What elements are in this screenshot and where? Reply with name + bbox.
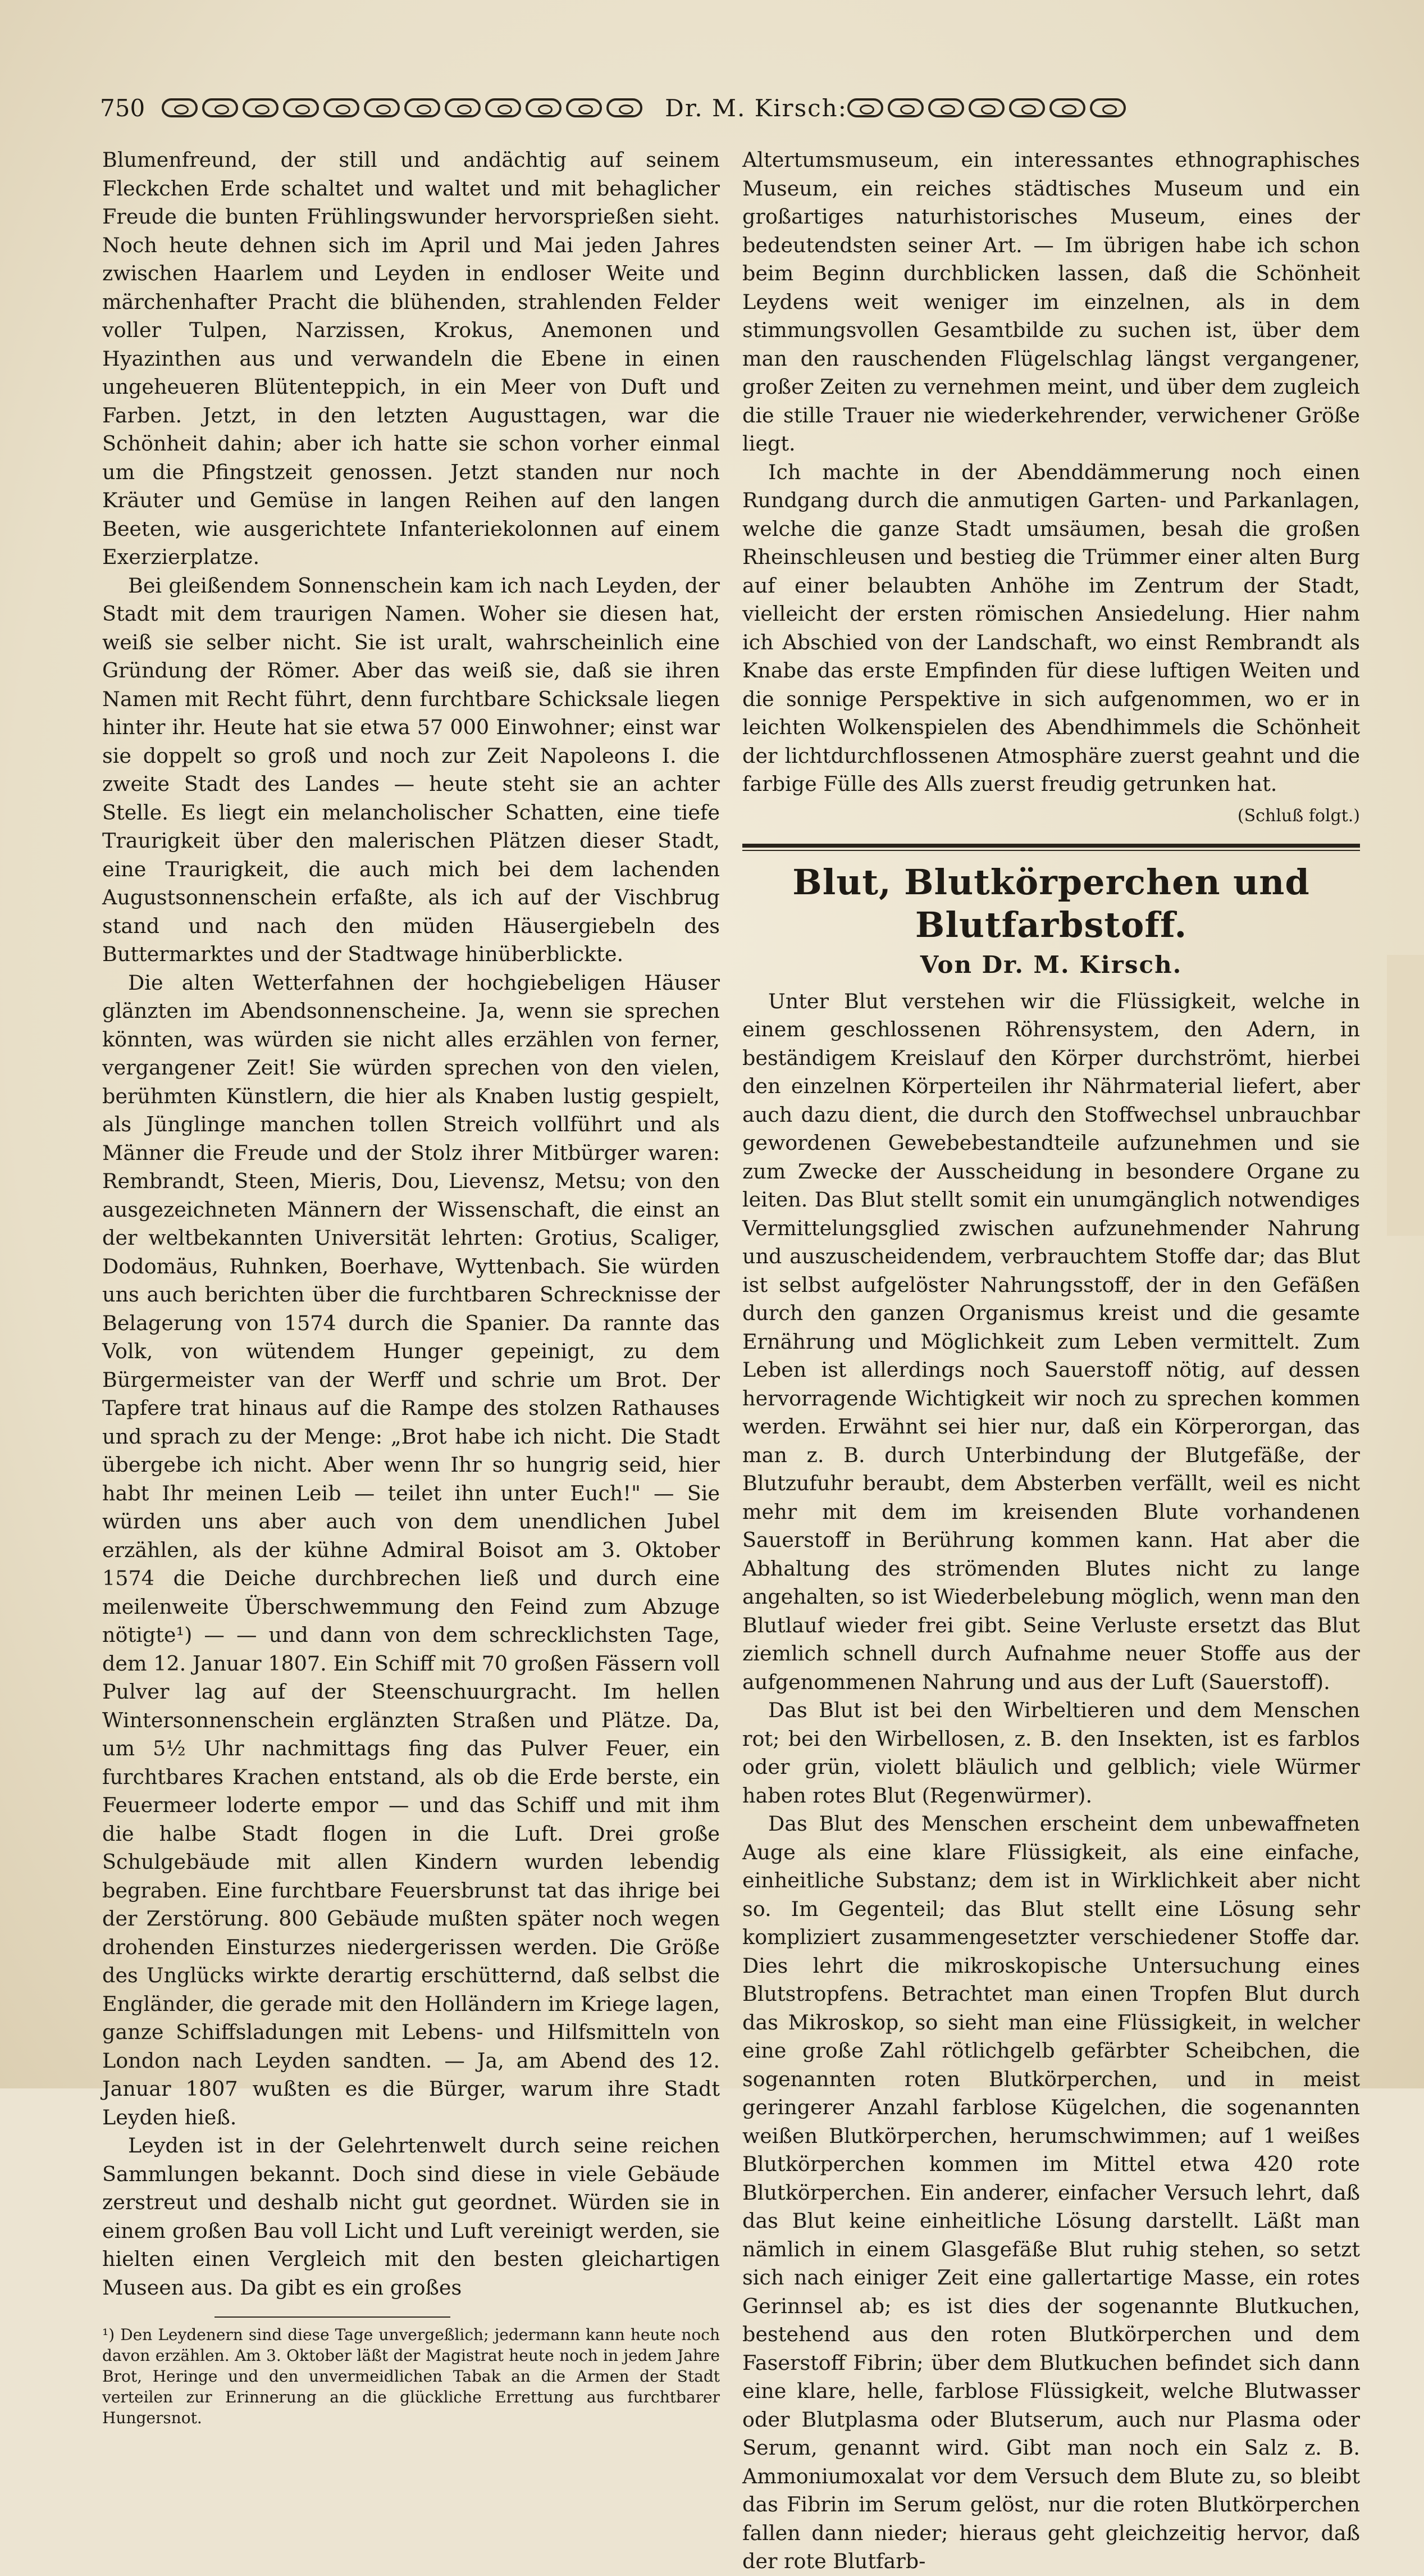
right-column <box>742 146 1360 2576</box>
torn-edge <box>1387 955 1424 1236</box>
signoff: (Schluß folgt.) <box>1237 805 1360 826</box>
ornament-icon <box>1090 98 1126 117</box>
ornament-icon <box>847 98 883 117</box>
ornament-icon <box>928 98 964 117</box>
article-title: Blut, Blutkörperchen und Blutfarbstoff. <box>792 862 1310 945</box>
page-number: 750 <box>100 94 145 122</box>
ornament-icon <box>1009 98 1045 117</box>
paragraph: Bei gleißendem Sonnenschein kam ich nach Leyden, der Stadt mit dem traurigen Namen. Woher sie diesen hat, weiß sie selber nicht. Sie ist uralt, wahrscheinlich eine Gründung der Römer. Aber das weiß sie, daß sie ihren Namen mit Recht führt, denn furchtbare Schicksale liegen hinter ihr. Heute hat sie etwa 57 000 Einwohner; einst war sie doppelt so groß und noch zur Zeit Napoleons I. die zweite Stadt des Landes — heute steht sie an achter Stelle. Es liegt ein melancholischer Schatten, eine tiefe Traurigkeit über den malerischen Plätzen dieser Stadt, eine Traurigkeit, die auch mich bei dem lachenden Augustsonnenschein erfaßte, als ich auf der Vischbrug stand und nach den müden Häusergiebeln des Buttermarktes und der Stadtwage hinüberblickte. <box>102 573 720 966</box>
ornament-icon <box>969 98 1005 117</box>
ornament-icon <box>566 98 602 117</box>
running-head: Dr. M. Kirsch: <box>665 94 847 122</box>
paragraph: Altertumsmuseum, ein interessantes ethnographisches Museum, ein reiches städtisches Museum und ein großartiges naturhistorisches Museum, eines der bedeutendsten seiner Art. — Im übrigen habe ich schon beim Beginn durchblicken lassen, daß die Schönheit Leydens weit weniger im einzelnen, als in dem stimmungsvollen Gesamtbilde zu suchen ist, über dem man den rauschenden Flügelschlag längst vergangener, großer Zeiten zu vernehmen meint, und über dem zugleich die stille Trauer nie wiederkehrender, verwichener Größe liegt. <box>742 148 1360 456</box>
paragraph: Das Blut des Menschen erscheint dem unbewaffneten Auge als eine klare Flüssigkeit, als eine einfache, einheitliche Substanz; dem ist in Wirklichkeit aber nicht so. Im Gegenteil; das Blut stellt eine Lösung sehr kompliziert zusammengesetzter verschiedener Stoffe dar. Dies lehrt die mikroskopische Untersuchung eines Blutstropfens. Betrachtet man einen Tropfen Blut durch das Mikroskop, so sieht man eine Flüssigkeit, in welcher eine große Zahl rötlichgelb gefärbter Scheibchen, die sogenannten roten Blutkörperchen, und in meist geringerer Anzahl farblose Kügelchen, die sogenannten weißen Blutkörperchen, herumschwimmen; auf 1 weißes Blutkörperchen kommen im Mittel etwa 420 rote Blutkörperchen. Ein anderer, einfacher Versuch lehrt, daß das Blut keine einheitliche Lösung darstellt. Läßt man nämlich in einem Glasgefäße Blut ruhig stehen, so setzt sich nach einiger Zeit eine gallertartige Masse, ein rotes Gerinnsel ab; es ist dies der sogenannte Blutkuchen, bestehend aus den roten Blutkörperchen und dem Faserstoff Fibrin; über dem Blutkuchen befindet sich dann eine klare, helle, farblose Flüssigkeit, welche Blutwasser oder Blutplasma oder Blutserum, auch nur Plasma oder Serum, genannt wird. Gibt man noch ein Salz z. B. Ammoniumoxalat vor dem Versuch dem Blute zu, so bleibt das Fibrin im Serum gelöst, nur die roten Blutkörperchen fallen dann nieder; hieraus geht gleichzeitig hervor, daß der rote Blutfarb- <box>742 1812 1360 2573</box>
ornament-icon <box>526 98 562 117</box>
page-header <box>100 91 1363 125</box>
section-divider <box>742 850 1360 851</box>
ornament-icon <box>1049 98 1085 117</box>
ornament-icon <box>485 98 521 117</box>
paragraph: Ich machte in der Abenddämmerung noch einen Rundgang durch die anmutigen Garten- und Parkanlagen, welche die ganze Stadt umsäumen, besah die großen Rheinschleusen und bestieg die Trümmer einer alten Burg auf einer belaubten Anhöhe im Zentrum der Stadt, vielleicht der ersten römischen Ansiedelung. Hier nahm ich Abschied von der Landschaft, wo einst Rembrandt als Knabe das erste Empfinden für diese luftigen Weiten und die sonnige Perspektive in sich aufgenommen, wo er in leichten Wolkenspielen des Abendhimmels die Schönheit der lichtdurchflossenen Atmosphäre zuerst geahnt und die farbige Fülle des Alls zuerst freudig getrunken hat. <box>742 459 1360 796</box>
ornament-icon <box>404 98 440 117</box>
ornament-icon <box>888 98 924 117</box>
ornament-icon <box>202 98 238 117</box>
ornament-band <box>162 98 642 117</box>
paragraph: Leyden ist in der Gelehrtenwelt durch seine reichen Sammlungen bekannt. Doch sind diese in viele Gebäude zerstreut und deshalb nicht gut geordnet. Würden sie in einem großen Bau voll Licht und Luft vereinigt werden, sie hielten einen Vergleich mit den besten gleichartigen Museen aus. Da gibt es ein großes <box>102 2133 720 2300</box>
section-divider <box>742 844 1360 848</box>
footnote-rule <box>214 2316 450 2318</box>
byline: Von Dr. M. Kirsch. <box>920 951 1183 978</box>
paragraph: Die alten Wetterfahnen der hochgiebeligen Häuser glänzten im Abendsonnenscheine. Ja, wenn sie sprechen könnten, was würden sie nicht alles erzählen von ferner, vergangener Zeit! Sie würden sprechen von den vielen, berühmten Künstlern, die hier als Knaben lustig gespielt, als Jünglinge manchen tollen Streich vollführt und als Männer die Freude und der Stolz ihrer Mitbürger waren: Rembrandt, Steen, Mieris, Dou, Lievensz, Metsu; von den ausgezeichneten Männern der Wissenschaft, die einst an der weltbekannten Universität lehrten: Grotius, Scaliger, Dodomäus, Ruhnken, Boerhave, Wyttenbach. Sie würden uns auch berichten über die furchtbaren Schrecknisse der Belagerung von 1574 durch die Spanier. Da rannte das Volk, von wütendem Hunger gepeinigt, zu dem Bürgermeister van der Werff und schrie um Brot. Der Tapfere trat hinaus auf die Rampe des stolzen Rathauses und sprach zu der Menge: „Brot habe ich nicht. Die Stadt übergebe ich nicht. Aber wenn Ihr so hungrig seid, hier habt Ihr meinen Leib — teilet ihn unter Euch!" — Sie würden uns aber auch von dem unendlichen Jubel erzählen, als der kühne Admiral Boisot am 3. Oktober 1574 die Deiche durchbrechen ließ und durch eine meilenweite Überschwemmung den Feind zum Abzuge nötigte¹) — — und dann von dem schrecklichsten Tage, dem 12. Januar 1807. Ein Schiff mit 70 großen Fässern voll Pulver lag auf der Steenschuurgracht. Im hellen Wintersonnenschein erglänzten Straßen und Plätze. Da, um 5½ Uhr nachmittags fing das Pulver Feuer, ein furchtbares Krachen entstand, als ob die Erde berste, ein Feuermeer loderte empor — und das Schiff und mit ihm die halbe Stadt flogen in die Luft. Drei große Schulgebäude mit allen Kindern wurden lebendig begraben. Eine furchtbare Feuersbrunst tat das ihrige bei der Zerstörung. 800 Gebäude mußten später noch wegen drohenden Einsturzes niedergerissen werden. Die Größe des Unglücks wirkte derartig erschütternd, daß selbst die Engländer, die gerade mit den Holländern im Kriege lagen, ganze Schiffsladungen mit Lebens- und Hilfsmitteln von London nach Leyden sandten. — Ja, am Abend des 12. Januar 1807 wußten es die Bürger, warum ihre Stadt Leyden hieß. <box>102 970 720 2129</box>
ornament-icon <box>283 98 319 117</box>
ornament-icon <box>445 98 481 117</box>
ornament-band <box>847 98 1126 117</box>
footnote: ¹) Den Leydenern sind diese Tage unvergeßlich; jedermann kann heute noch davon erzählen. Am 3. Oktober läßt der Magistrat heute noch in jedem Jahre Brot, Heringe und den unvermeidlichen Tabak an die Armen der Stadt verteilen zur Erinnerung an die glückliche Errettung aus furchtbarer Hungersnot. <box>102 2325 720 2427</box>
ornament-icon <box>364 98 400 117</box>
paragraph: Blumenfreund, der still und andächtig auf seinem Fleckchen Erde schaltet und waltet und mit behaglicher Freude die bunten Frühlingswunder hervorsprießen sieht. Noch heute dehnen sich im April und Mai jeden Jahres zwischen Haarlem und Leyden in endloser Weite und märchenhafter Pracht die blühenden, strahlenden Felder voller Tulpen, Narzissen, Krokus, Anemonen und Hyazinthen aus und verwandeln die Ebene in einen ungeheueren Blütenteppich, in ein Meer von Duft und Farben. Jetzt, in den letzten Augusttagen, war die Schönheit dahin; aber ich hatte sie schon vorher einmal um die Pfingstzeit genossen. Jetzt standen nur noch Kräuter und Gemüse in langen Reihen auf den langen Beeten, wie ausgerichtete Infanteriekolonnen auf einem Exerzierplatze. <box>102 148 720 569</box>
ornament-icon <box>323 98 359 117</box>
paragraph: Unter Blut verstehen wir die Flüssigkeit, welche in einem geschlossenen Röhrensystem, den Adern, in beständigem Kreislauf den Körper durchströmt, hierbei den einzelnen Körperteilen ihr Nährmaterial liefert, aber auch dazu dient, die durch den Stoffwechsel unbrauchbar gewordenen Gewebebestandteile aufzunehmen und sie zum Zwecke der Ausscheidung in besondere Organe zu leiten. Das Blut stellt somit ein unumgänglich notwendiges Vermittelungsglied zwischen aufzunehmender Nahrung und auszuscheidendem, verbrauchtem Stoffe dar; das Blut ist selbst aufgelöster Nahrungsstoff, der in den Gefäßen durch den ganzen Organismus kreist und die gesamte Ernährung und Möglichkeit zum Leben vermittelt. Zum Leben ist allerdings noch Sauerstoff nötig, auf dessen hervorragende Wichtigkeit wir noch zu sprechen kommen werden. Erwähnt sei hier nur, daß ein Körperorgan, das man z. B. durch Unterbindung der Blutgefäße, der Blutzufuhr beraubt, dem Absterben verfällt, weil es nicht mehr mit dem im kreisenden Blute vorhandenen Sauerstoff in Berührung kommen kann. Hat aber die Abhaltung des strömenden Blutes nicht zu lange angehalten, so ist Wiederbelebung möglich, wenn man den Blutlauf wieder frei gibt. Seine Verluste ersetzt das Blut ziemlich schnell durch Aufnahme neuer Stoffe aus der aufgenommenen Nahrung und aus der Luft (Sauerstoff). <box>742 989 1360 1694</box>
left-column <box>102 146 720 2428</box>
ornament-icon <box>606 98 642 117</box>
paragraph: Das Blut ist bei den Wirbeltieren und dem Menschen rot; bei den Wirbellosen, z. B. den Insekten, ist es farblos oder grün, violett bläulich und gelblich; viele Würmer haben rotes Blut (Regenwürmer). <box>742 1698 1360 1808</box>
ornament-icon <box>162 98 198 117</box>
ornament-icon <box>243 98 279 117</box>
